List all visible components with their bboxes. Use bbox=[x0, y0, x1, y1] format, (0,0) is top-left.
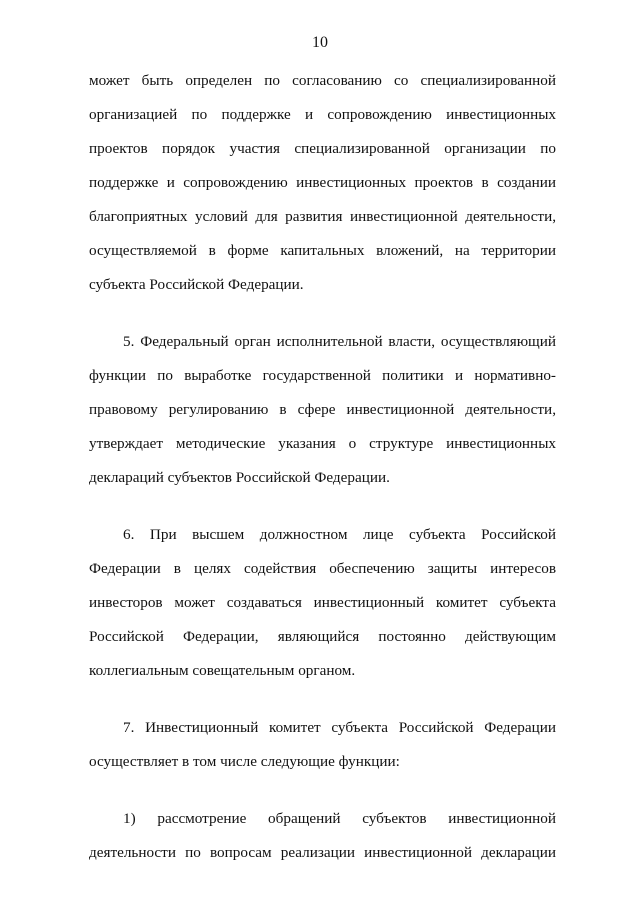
paragraph-item-6 bbox=[89, 523, 556, 693]
text-line: осуществляет в том числе следующие функции: bbox=[89, 753, 400, 770]
text-line: правовому регулированию в сфере инвестиционной деятельности, bbox=[89, 401, 556, 418]
text-line: инвесторов может создаваться инвестиционный комитет субъекта bbox=[89, 594, 556, 611]
text-line: 6. При высшем должностном лице субъекта Российской bbox=[123, 526, 556, 543]
document-body bbox=[89, 69, 556, 888]
text-line: Федерации в целях содействия обеспечению защиты интересов bbox=[89, 560, 556, 577]
text-line: благоприятных условий для развития инвестиционной деятельности, bbox=[89, 208, 556, 225]
paragraph-item-7 bbox=[89, 716, 556, 784]
text-line: Российской Федерации, являющийся постоянно действующим bbox=[89, 628, 556, 645]
text-line: функции по выработке государственной политики и нормативно- bbox=[89, 367, 556, 384]
text-line: организацией по поддержке и сопровождению инвестиционных bbox=[89, 106, 556, 123]
text-line: коллегиальным совещательным органом. bbox=[89, 662, 356, 679]
text-line: 1) рассмотрение обращений субъектов инвестиционной bbox=[123, 810, 556, 827]
text-line: осуществляемой в форме капитальных вложений, на территории bbox=[89, 242, 556, 259]
paragraph-continuation bbox=[89, 69, 556, 307]
text-line: деклараций субъектов Российской Федерации. bbox=[89, 469, 390, 486]
text-line: может быть определен по согласованию со специализированной bbox=[89, 72, 556, 89]
text-line: поддержке и сопровождению инвестиционных проектов в создании bbox=[89, 174, 556, 191]
text-line: 5. Федеральный орган исполнительной власти, осуществляющий bbox=[123, 333, 556, 350]
paragraph-item-5 bbox=[89, 330, 556, 500]
text-line: субъекта Российской Федерации. bbox=[89, 276, 304, 293]
page-number: 10 bbox=[312, 34, 328, 51]
paragraph-item-7-1 bbox=[89, 807, 556, 865]
text-line: проектов порядок участия специализированной организации по bbox=[89, 140, 556, 157]
text-line: деятельности по вопросам реализации инвестиционной декларации bbox=[89, 844, 556, 861]
text-line: 7. Инвестиционный комитет субъекта Российской Федерации bbox=[123, 719, 556, 736]
text-line: утверждает методические указания о структуре инвестиционных bbox=[89, 435, 556, 452]
